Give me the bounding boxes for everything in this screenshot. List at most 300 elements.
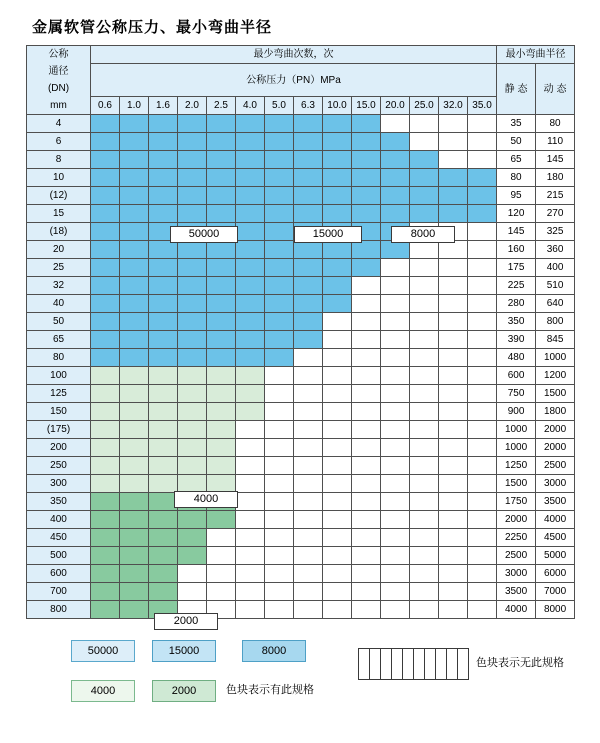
spec-cell [294, 277, 323, 295]
row-dn-value: 350 [27, 493, 91, 511]
spec-cell [178, 295, 207, 313]
spec-cell [439, 169, 468, 187]
spec-cell [265, 277, 294, 295]
spec-cell [468, 223, 497, 241]
spec-cell [91, 601, 120, 619]
table-row [27, 187, 575, 205]
spec-cell [439, 457, 468, 475]
spec-cell [265, 385, 294, 403]
spec-cell [410, 349, 439, 367]
spec-cell [381, 565, 410, 583]
row-dn-value: 100 [27, 367, 91, 385]
spec-cell [91, 403, 120, 421]
spec-cell [265, 241, 294, 259]
spec-cell [468, 601, 497, 619]
row-static-radius: 3500 [497, 583, 536, 601]
spec-cell [352, 115, 381, 133]
table-row [27, 421, 575, 439]
spec-cell [149, 367, 178, 385]
spec-cell [91, 385, 120, 403]
spec-cell [265, 133, 294, 151]
spec-cell [207, 187, 236, 205]
spec-cell [468, 133, 497, 151]
spec-cell [149, 259, 178, 277]
spec-cell [439, 601, 468, 619]
legend-blank-cell [381, 649, 392, 680]
spec-cell [323, 331, 352, 349]
row-static-radius: 1750 [497, 493, 536, 511]
row-static-radius: 2250 [497, 529, 536, 547]
spec-cell [323, 529, 352, 547]
spec-cell [265, 583, 294, 601]
spec-cell [410, 547, 439, 565]
spec-cell [381, 457, 410, 475]
spec-cell [91, 259, 120, 277]
spec-cell [352, 529, 381, 547]
pressure-col-15.0: 15.0 [352, 97, 381, 115]
spec-cell [439, 403, 468, 421]
spec-cell [410, 403, 439, 421]
legend-blank-cell [359, 649, 370, 680]
spec-cell [439, 475, 468, 493]
spec-cell [149, 529, 178, 547]
spec-cell [265, 295, 294, 313]
spec-cell [381, 313, 410, 331]
spec-cell [381, 403, 410, 421]
spec-cell [207, 511, 236, 529]
spec-cell [352, 187, 381, 205]
spec-cell [265, 403, 294, 421]
spec-cell [381, 133, 410, 151]
spec-cell [381, 421, 410, 439]
spec-cell [468, 187, 497, 205]
spec-cell [207, 295, 236, 313]
spec-cell [410, 367, 439, 385]
spec-cell [178, 241, 207, 259]
row-static-radius: 390 [497, 331, 536, 349]
spec-cell [410, 205, 439, 223]
table-row [27, 439, 575, 457]
spec-cell [207, 421, 236, 439]
table-row [27, 385, 575, 403]
spec-cell [265, 331, 294, 349]
overlay-label-15000: 15000 [294, 226, 362, 243]
spec-cell [410, 115, 439, 133]
spec-cell [149, 151, 178, 169]
row-dynamic-radius: 110 [536, 133, 575, 151]
spec-cell [352, 367, 381, 385]
spec-cell [323, 187, 352, 205]
row-dynamic-radius: 325 [536, 223, 575, 241]
spec-cell [381, 151, 410, 169]
header-dn-line-4: mm [50, 100, 67, 111]
pressure-col-5.0: 5.0 [265, 97, 294, 115]
spec-cell [410, 439, 439, 457]
spec-cell [178, 565, 207, 583]
spec-cell [294, 367, 323, 385]
spec-cell [439, 493, 468, 511]
spec-cell [236, 349, 265, 367]
spec-cell [149, 277, 178, 295]
spec-cell [120, 133, 149, 151]
spec-cell [265, 475, 294, 493]
spec-cell [120, 475, 149, 493]
spec-table [26, 45, 575, 619]
table-row [27, 331, 575, 349]
spec-cell [265, 511, 294, 529]
spec-cell [120, 187, 149, 205]
spec-cell [410, 385, 439, 403]
spec-cell [410, 565, 439, 583]
spec-cell [91, 169, 120, 187]
spec-cell [468, 403, 497, 421]
spec-cell [178, 403, 207, 421]
row-dynamic-radius: 1800 [536, 403, 575, 421]
spec-cell [294, 385, 323, 403]
row-static-radius: 900 [497, 403, 536, 421]
spec-cell [236, 205, 265, 223]
legend-blank-cell [425, 649, 436, 680]
spec-cell [149, 511, 178, 529]
row-dynamic-radius: 2000 [536, 439, 575, 457]
header-dn-line-2: 通径 [48, 66, 69, 77]
spec-cell [294, 475, 323, 493]
row-dynamic-radius: 5000 [536, 547, 575, 565]
spec-cell [91, 223, 120, 241]
spec-cell [294, 529, 323, 547]
table-row [27, 133, 575, 151]
row-static-radius: 120 [497, 205, 536, 223]
row-dn-value: 6 [27, 133, 91, 151]
spec-cell [91, 205, 120, 223]
spec-cell [236, 169, 265, 187]
spec-cell [468, 169, 497, 187]
spec-cell [323, 547, 352, 565]
spec-cell [207, 313, 236, 331]
spec-cell [294, 115, 323, 133]
spec-cell [236, 421, 265, 439]
row-dynamic-radius: 8000 [536, 601, 575, 619]
row-static-radius: 750 [497, 385, 536, 403]
legend-item-2000: 2000 [152, 680, 216, 702]
spec-cell [410, 331, 439, 349]
spec-cell [149, 295, 178, 313]
spec-cell [149, 421, 178, 439]
spec-cell [120, 259, 149, 277]
header-min-radius: 最小弯曲半径 [497, 46, 575, 64]
spec-cell [410, 169, 439, 187]
spec-cell [207, 241, 236, 259]
spec-cell [294, 583, 323, 601]
row-static-radius: 225 [497, 277, 536, 295]
spec-cell [410, 457, 439, 475]
spec-cell [381, 349, 410, 367]
spec-cell [236, 367, 265, 385]
spec-cell [468, 151, 497, 169]
spec-cell [178, 583, 207, 601]
spec-cell [468, 115, 497, 133]
row-dynamic-radius: 80 [536, 115, 575, 133]
spec-cell [352, 601, 381, 619]
spec-cell [468, 259, 497, 277]
spec-cell [410, 511, 439, 529]
spec-cell [178, 259, 207, 277]
spec-cell [294, 331, 323, 349]
row-dynamic-radius: 2000 [536, 421, 575, 439]
table-row [27, 601, 575, 619]
spec-cell [91, 241, 120, 259]
row-static-radius: 95 [497, 187, 536, 205]
legend-item-15000: 15000 [152, 640, 216, 662]
table-row [27, 151, 575, 169]
spec-cell [381, 529, 410, 547]
row-static-radius: 175 [497, 259, 536, 277]
spec-cell [410, 259, 439, 277]
row-dn-value: 150 [27, 403, 91, 421]
spec-cell [120, 457, 149, 475]
row-dn-value: 50 [27, 313, 91, 331]
spec-cell [323, 457, 352, 475]
spec-cell [439, 349, 468, 367]
spec-cell [91, 493, 120, 511]
spec-cell [265, 259, 294, 277]
spec-cell [91, 115, 120, 133]
spec-cell [352, 205, 381, 223]
spec-cell [236, 529, 265, 547]
table-row [27, 367, 575, 385]
row-static-radius: 1000 [497, 439, 536, 457]
spec-cell [236, 241, 265, 259]
row-dynamic-radius: 4000 [536, 511, 575, 529]
spec-cell [120, 277, 149, 295]
spec-cell [178, 187, 207, 205]
spec-cell [207, 169, 236, 187]
spec-cell [91, 313, 120, 331]
spec-cell [265, 205, 294, 223]
spec-cell [381, 169, 410, 187]
spec-cell [149, 439, 178, 457]
spec-cell [207, 403, 236, 421]
table-row [27, 511, 575, 529]
spec-cell [178, 151, 207, 169]
header-row-2 [27, 64, 575, 97]
spec-cell [91, 475, 120, 493]
spec-cell [120, 493, 149, 511]
spec-cell [178, 421, 207, 439]
spec-cell [410, 493, 439, 511]
spec-cell [120, 313, 149, 331]
spec-cell [265, 493, 294, 511]
spec-cell [468, 511, 497, 529]
spec-cell [91, 565, 120, 583]
row-dn-value: 600 [27, 565, 91, 583]
spec-cell [410, 241, 439, 259]
spec-cell [236, 457, 265, 475]
legend [26, 630, 574, 720]
table-row [27, 547, 575, 565]
spec-cell [178, 205, 207, 223]
spec-cell [410, 313, 439, 331]
row-dn-value: 40 [27, 295, 91, 313]
legend-note-has-spec: 色块表示有此规格 [226, 684, 314, 696]
overlay-label-2000: 2000 [154, 613, 218, 630]
pressure-col-10.0: 10.0 [323, 97, 352, 115]
spec-cell [352, 277, 381, 295]
row-dn-value: 8 [27, 151, 91, 169]
pressure-col-20.0: 20.0 [381, 97, 410, 115]
row-static-radius: 480 [497, 349, 536, 367]
table-row [27, 475, 575, 493]
spec-cell [323, 493, 352, 511]
spec-cell [468, 313, 497, 331]
pressure-col-1.6: 1.6 [149, 97, 178, 115]
spec-cell [410, 187, 439, 205]
spec-cell [265, 565, 294, 583]
spec-cell [149, 547, 178, 565]
spec-cell [381, 439, 410, 457]
spec-cell [352, 295, 381, 313]
spec-cell [352, 259, 381, 277]
header-dynamic: 动 态 [536, 64, 575, 115]
spec-cell [439, 583, 468, 601]
header-dn-line-1: 公称 [48, 49, 69, 60]
pressure-col-2.5: 2.5 [207, 97, 236, 115]
spec-cell [120, 151, 149, 169]
spec-cell [294, 259, 323, 277]
spec-cell [120, 403, 149, 421]
spec-cell [265, 547, 294, 565]
spec-cell [236, 475, 265, 493]
spec-cell [352, 349, 381, 367]
spec-cell [352, 511, 381, 529]
row-static-radius: 2500 [497, 547, 536, 565]
legend-blank-swatch [358, 648, 469, 680]
spec-cell [178, 367, 207, 385]
spec-cell [91, 349, 120, 367]
spec-cell [468, 475, 497, 493]
spec-cell [265, 187, 294, 205]
spec-cell [178, 169, 207, 187]
row-dn-value: (12) [27, 187, 91, 205]
spec-cell [149, 385, 178, 403]
spec-cell [323, 277, 352, 295]
legend-blank-cell [458, 649, 469, 680]
spec-cell [439, 511, 468, 529]
spec-cell [468, 493, 497, 511]
spec-cell [91, 277, 120, 295]
spec-cell [439, 385, 468, 403]
pressure-col-2.0: 2.0 [178, 97, 207, 115]
spec-cell [120, 601, 149, 619]
spec-cell [120, 385, 149, 403]
spec-cell [149, 475, 178, 493]
spec-cell [120, 241, 149, 259]
legend-blank-cell [414, 649, 425, 680]
spec-cell [91, 133, 120, 151]
spec-cell [178, 547, 207, 565]
header-row-3 [27, 97, 575, 115]
spec-cell [207, 475, 236, 493]
spec-cell [91, 295, 120, 313]
spec-cell [410, 529, 439, 547]
header-dn-cell [27, 46, 91, 115]
legend-blank-cell [370, 649, 381, 680]
row-dynamic-radius: 360 [536, 241, 575, 259]
row-static-radius: 2000 [497, 511, 536, 529]
spec-cell [381, 205, 410, 223]
spec-cell [91, 583, 120, 601]
spec-cell [120, 439, 149, 457]
legend-note-no-spec: 色块表示无此规格 [476, 657, 564, 669]
spec-cell [120, 331, 149, 349]
spec-cell [381, 583, 410, 601]
spec-cell [120, 565, 149, 583]
spec-cell [265, 367, 294, 385]
spec-cell [352, 475, 381, 493]
spec-cell [207, 565, 236, 583]
header-row-1 [27, 46, 575, 64]
spec-cell [352, 565, 381, 583]
spec-cell [236, 565, 265, 583]
row-dynamic-radius: 3500 [536, 493, 575, 511]
spec-cell [381, 511, 410, 529]
spec-cell [439, 367, 468, 385]
spec-cell [265, 601, 294, 619]
spec-cell [236, 511, 265, 529]
row-static-radius: 50 [497, 133, 536, 151]
spec-cell [323, 367, 352, 385]
spec-cell [381, 385, 410, 403]
spec-cell [352, 169, 381, 187]
header-static: 静 态 [497, 64, 536, 115]
spec-cell [207, 331, 236, 349]
spec-cell [468, 529, 497, 547]
spec-cell [236, 133, 265, 151]
spec-cell [120, 511, 149, 529]
spec-cell [207, 439, 236, 457]
legend-blank-cell [436, 649, 447, 680]
spec-cell [149, 349, 178, 367]
spec-cell [468, 295, 497, 313]
row-dn-value: 10 [27, 169, 91, 187]
pressure-col-4.0: 4.0 [236, 97, 265, 115]
pressure-col-6.3: 6.3 [294, 97, 323, 115]
pressure-col-32.0: 32.0 [439, 97, 468, 115]
spec-cell [323, 511, 352, 529]
row-dn-value: 4 [27, 115, 91, 133]
legend-item-4000: 4000 [71, 680, 135, 702]
spec-cell [236, 493, 265, 511]
row-dn-value: 32 [27, 277, 91, 295]
spec-cell [323, 403, 352, 421]
spec-cell [149, 331, 178, 349]
spec-cell [236, 277, 265, 295]
spec-cell [381, 187, 410, 205]
spec-cell [468, 439, 497, 457]
row-dynamic-radius: 270 [536, 205, 575, 223]
spec-cell [468, 457, 497, 475]
row-static-radius: 65 [497, 151, 536, 169]
spec-cell [294, 457, 323, 475]
spec-cell [207, 367, 236, 385]
spec-cell [265, 169, 294, 187]
spec-cell [236, 439, 265, 457]
spec-cell [468, 565, 497, 583]
table-row [27, 403, 575, 421]
spec-cell [294, 601, 323, 619]
row-dynamic-radius: 640 [536, 295, 575, 313]
spec-cell [236, 403, 265, 421]
